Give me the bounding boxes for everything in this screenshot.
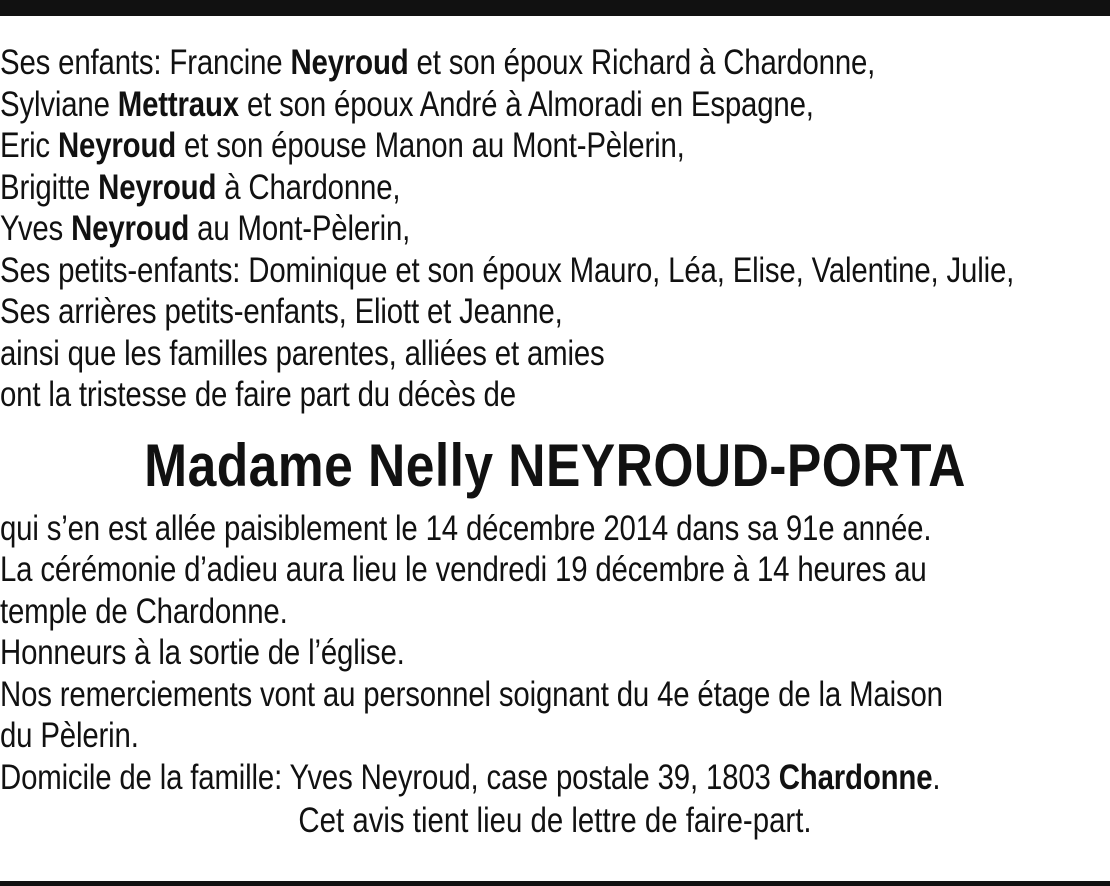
details-line-honours: Honneurs à la sortie de l’église.	[0, 633, 405, 672]
family-line-children-francine: Ses enfants: Francine Neyroud et son époux Richard à Chardonne,	[0, 43, 876, 82]
family-line-yves: Yves Neyroud au Mont-Pèlerin,	[0, 209, 411, 248]
family-line-eric: Eric Neyroud et son épouse Manon au Mont-Pèlerin,	[0, 126, 685, 165]
details-line-temple: temple de Chardonne.	[0, 591, 288, 631]
bottom-border	[0, 881, 1110, 886]
details-line-thanks: Nos remerciements vont au personnel soignant du 4e étage de la Maison	[0, 674, 943, 714]
family-line-sylviane: Sylviane Mettraux et son époux André à Almoradi en Espagne,	[0, 84, 814, 124]
announcement-line: ont la tristesse de faire part du décès de	[0, 375, 516, 414]
family-line-grandchildren: Ses petits-enfants: Dominique et son époux Mauro, Léa, Elise, Valentine, Julie,	[0, 250, 1015, 290]
details-line-domicile: Domicile de la famille: Yves Neyroud, case postale 39, 1803 Chardonne.	[0, 757, 941, 797]
closing-line: Cet avis tient lieu de lettre de faire-part.	[298, 801, 812, 840]
obituary-notice	[0, 42, 1110, 842]
details-line-thanks-cont: du Pèlerin.	[0, 716, 139, 755]
family-line-great-grandchildren: Ses arrières petits-enfants, Eliott et Jeanne,	[0, 292, 563, 331]
deceased-name: Madame Nelly NEYROUD-PORTA	[144, 431, 966, 499]
family-line-brigitte: Brigitte Neyroud à Chardonne,	[0, 167, 401, 207]
family-line-relatives: ainsi que les familles parentes, alliées et amies	[0, 333, 605, 373]
top-border	[0, 0, 1110, 16]
details-line-ceremony: La cérémonie d’adieu aura lieu le vendredi 19 décembre à 14 heures au	[0, 550, 927, 589]
details-line-passing: qui s’en est allée paisiblement le 14 décembre 2014 dans sa 91e année.	[0, 508, 932, 548]
